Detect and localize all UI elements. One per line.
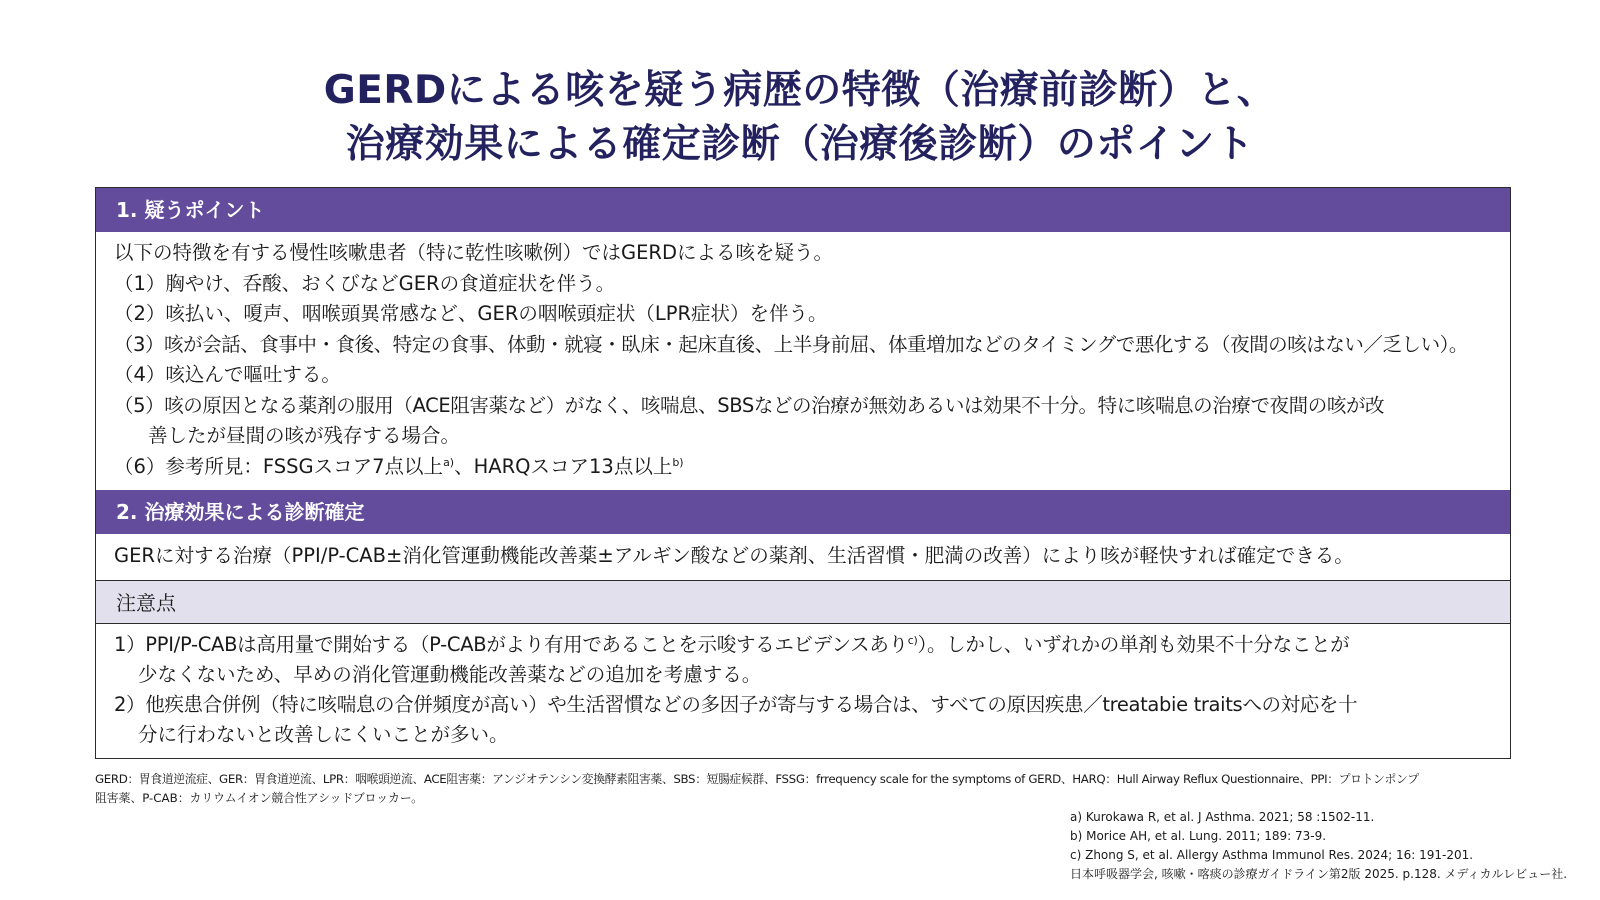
reference-b: b) Morice AH, et al. Lung. 2011; 189: 73-9. bbox=[1070, 829, 1327, 843]
note-item: 2）他疾患合併例（特に咳喘息の合併頻度が高い）や生活習慣などの多因子が寄与する場合は、すべての原因疾患／treatabie traitsへの対応を十 bbox=[114, 693, 1358, 716]
abbreviations-line-2: 阻害薬、P-CAB：カリウムイオン競合性アシッドブロッカー。 bbox=[95, 791, 423, 805]
list-item: （3）咳が会話、食事中・食後、特定の食事、体動・就寝・臥床・起床直後、上半身前屈、体重増加などのタイミングで悪化する（夜間の咳はない／乏しい）。 bbox=[114, 332, 1468, 356]
title-line-2: 治療効果による確定診断（治療後診断）のポイント bbox=[345, 122, 1255, 167]
abbreviations-line-1: GERD：胃食道逆流症、GER：胃食道逆流、LPR：咽喉頭逆流、ACE阻害薬：アンジオテンシン変換酵素阻害薬、SBS：短腸症候群、FSSG：frrequency scale for the symptoms of GERD、HARQ：Hull Airway Reflux Questionnaire、PPI：プロトンポンプ bbox=[95, 772, 1419, 786]
notes-body bbox=[96, 624, 1510, 758]
references bbox=[1070, 808, 1567, 884]
abbreviations-footnote bbox=[95, 770, 1515, 808]
ref-marker-a: a) bbox=[443, 455, 455, 469]
note1-text: 1）PPI/P-CABは高用量で開始する（P-CABがより有用であることを示唆するエビデンスあり bbox=[114, 633, 908, 656]
page-title bbox=[0, 64, 1600, 172]
note-item bbox=[114, 630, 1496, 660]
note1-text-2: ）。しかし、いずれかの単剤も効果不十分なことが bbox=[917, 633, 1350, 656]
list-item: （4）咳込んで嘔吐する。 bbox=[114, 363, 341, 386]
list-item: （2）咳払い、嗄声、咽喉頭異常感など、GERの咽喉頭症状（LPR症状）を伴う。 bbox=[114, 302, 828, 325]
section1-header: 1. 疑うポイント bbox=[96, 188, 1510, 232]
list-item: （5）咳の原因となる薬剤の服用（ACE阻害薬など）がなく、咳喘息、SBSなどの治療が無効あるいは効果不十分。特に咳喘息の治療で夜間の咳が改 bbox=[114, 393, 1385, 417]
reference-a: a) Kurokawa R, et al. J Asthma. 2021; 58 :1502-11. bbox=[1070, 810, 1375, 824]
note-item-continued: 分に行わないと改善しにくいことが多い。 bbox=[138, 723, 509, 746]
source-citation: 日本呼吸器学会, 咳嗽・喀痰の診療ガイドライン第2版 2025. p.128. メディカルレビュー社. bbox=[1070, 867, 1568, 881]
list-item bbox=[114, 452, 1496, 483]
title-line-1: GERDによる咳を疑う病歴の特徴（治療前診断）と、 bbox=[323, 68, 1277, 113]
section2-header: 2. 治療効果による診断確定 bbox=[96, 490, 1510, 534]
section1-body bbox=[96, 232, 1510, 490]
ref-marker-b: b) bbox=[672, 455, 684, 469]
notes-header: 注意点 bbox=[96, 580, 1510, 624]
list-item: （1）胸やけ、呑酸、おくびなどGERの食道症状を伴う。 bbox=[114, 271, 616, 295]
ref-marker-c: c) bbox=[907, 634, 918, 647]
content-table bbox=[95, 187, 1511, 759]
list-item-continued: 善したが昼間の咳が残存する場合。 bbox=[148, 424, 461, 447]
reference-c: c) Zhong S, et al. Allergy Asthma Immunol Res. 2024; 16: 191-201. bbox=[1070, 848, 1474, 862]
section1-intro: 以下の特徴を有する慢性咳嗽患者（特に乾性咳嗽例）ではGERDによる咳を疑う。 bbox=[114, 241, 833, 264]
note-item-continued: 少なくないため、早めの消化管運動機能改善薬などの追加を考慮する。 bbox=[138, 663, 762, 686]
section2-text: GERに対する治療（PPI/P-CAB±消化管運動機能改善薬±アルギン酸などの薬剤、生活習慣・肥満の改善）により咳が軽快すれば確定できる。 bbox=[114, 544, 1354, 567]
item6-text-2: 、HARQスコア13点以上 bbox=[454, 454, 673, 478]
item6-text: （6）参考所見：FSSGスコア7点以上 bbox=[114, 454, 444, 478]
